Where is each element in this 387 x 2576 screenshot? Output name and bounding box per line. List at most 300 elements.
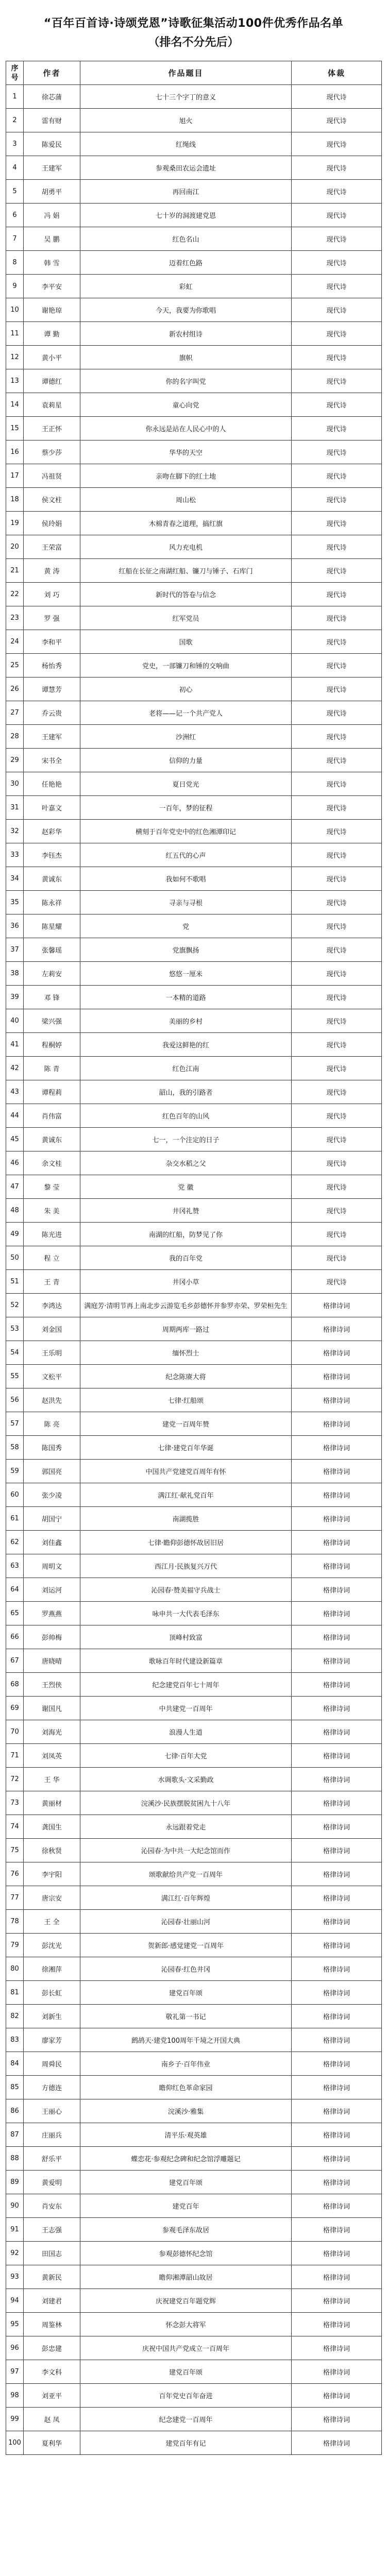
table-row [6, 512, 382, 535]
row-seq: 30 [6, 772, 24, 796]
row-seq: 94 [6, 2289, 24, 2313]
row-author: 周明文 [24, 1554, 80, 1578]
row-genre: 现代诗 [292, 843, 382, 867]
row-work: 南湖揽胜 [80, 1507, 292, 1531]
row-seq: 35 [6, 891, 24, 914]
row-work: 童心向党 [80, 393, 292, 417]
row-author: 罗 强 [24, 606, 80, 630]
row-genre: 格律诗词 [292, 1365, 382, 1388]
row-seq: 4 [6, 156, 24, 180]
table-row [6, 1981, 382, 2005]
row-genre: 现代诗 [292, 677, 382, 701]
row-seq: 98 [6, 2384, 24, 2408]
row-work: 新农村组诗 [80, 322, 292, 346]
row-genre: 现代诗 [292, 1270, 382, 1294]
row-work: 彩虹 [80, 275, 292, 298]
row-work: 再回南江 [80, 180, 292, 204]
row-seq: 72 [6, 1768, 24, 1791]
row-work: 杂交水稻之父 [80, 1151, 292, 1175]
row-genre: 现代诗 [292, 464, 382, 488]
row-work: 七一，一个注定的日子 [80, 1128, 292, 1151]
row-author: 肖伟富 [24, 1104, 80, 1128]
row-author: 文松平 [24, 1365, 80, 1388]
row-work: 井冈礼赞 [80, 1199, 292, 1223]
header-work: 作品题目 [80, 61, 292, 85]
row-author: 唐宗安 [24, 1886, 80, 1910]
table-row [6, 1791, 382, 1815]
row-genre: 现代诗 [292, 298, 382, 322]
row-author: 刘亚平 [24, 2384, 80, 2408]
row-author: 陈 青 [24, 1057, 80, 1080]
row-seq: 64 [6, 1578, 24, 1602]
row-seq: 55 [6, 1365, 24, 1388]
row-genre: 格律诗词 [292, 1886, 382, 1910]
row-work: 红船在长征之南湖红船、镰刀与锤子、石库门 [80, 559, 292, 583]
row-work: 怀念彭大将军 [80, 2313, 292, 2336]
row-genre: 格律诗词 [292, 1625, 382, 1649]
table-row [6, 559, 382, 583]
row-genre: 现代诗 [292, 891, 382, 914]
table-row [6, 322, 382, 346]
row-genre: 格律诗词 [292, 1768, 382, 1791]
row-genre: 现代诗 [292, 1009, 382, 1033]
table-row [6, 1910, 382, 1934]
row-genre: 现代诗 [292, 1175, 382, 1199]
row-work: 建党百年有记 [80, 2431, 292, 2455]
row-work: 党旗飘扬 [80, 938, 292, 962]
row-author: 方德连 [24, 2076, 80, 2099]
row-seq: 28 [6, 725, 24, 749]
table-row [6, 1199, 382, 1223]
row-author: 郭国亮 [24, 1460, 80, 1483]
row-work: 沙洲红 [80, 725, 292, 749]
row-genre: 现代诗 [292, 180, 382, 204]
row-seq: 90 [6, 2194, 24, 2218]
table-row [6, 2313, 382, 2336]
table-row [6, 204, 382, 227]
row-seq: 49 [6, 1223, 24, 1246]
row-genre: 格律诗词 [292, 1412, 382, 1436]
row-work: 红色百年的山风 [80, 1104, 292, 1128]
row-genre: 现代诗 [292, 275, 382, 298]
row-seq: 85 [6, 2076, 24, 2099]
row-genre: 格律诗词 [292, 1507, 382, 1531]
row-genre: 现代诗 [292, 109, 382, 132]
row-genre: 现代诗 [292, 346, 382, 369]
row-genre: 现代诗 [292, 559, 382, 583]
row-author: 王 全 [24, 1910, 80, 1934]
row-work: 参观毛泽东故居 [80, 2218, 292, 2242]
row-author: 余文桂 [24, 1151, 80, 1175]
row-work: 清平乐·观英雄 [80, 2123, 292, 2147]
row-work: 建党百年颂 [80, 2360, 292, 2384]
row-genre: 格律诗词 [292, 2289, 382, 2313]
row-author: 韩 雪 [24, 251, 80, 275]
table-row [6, 962, 382, 986]
table-row [6, 1507, 382, 1531]
row-work: 七律·红船颂 [80, 1388, 292, 1412]
row-seq: 61 [6, 1507, 24, 1531]
row-work: 风力充电机 [80, 535, 292, 559]
row-work: 沁园春·赞美福守兵战士 [80, 1578, 292, 1602]
row-genre: 现代诗 [292, 606, 382, 630]
row-genre: 格律诗词 [292, 1602, 382, 1625]
row-genre: 现代诗 [292, 85, 382, 109]
row-seq: 12 [6, 346, 24, 369]
row-genre: 格律诗词 [292, 1839, 382, 1862]
table-row [6, 2028, 382, 2052]
row-work: 参观彭德怀纪念馆 [80, 2242, 292, 2265]
row-work: 永远跟着党走 [80, 1815, 292, 1839]
row-seq: 27 [6, 701, 24, 725]
row-work: 南乡子·百年伟业 [80, 2052, 292, 2076]
row-seq: 67 [6, 1649, 24, 1673]
row-author: 王烈侠 [24, 1673, 80, 1697]
table-row [6, 535, 382, 559]
row-author: 张少凌 [24, 1483, 80, 1507]
row-genre: 现代诗 [292, 654, 382, 677]
table-row [6, 891, 382, 914]
row-seq: 34 [6, 867, 24, 891]
table-row [6, 1697, 382, 1720]
table-row [6, 749, 382, 772]
row-work: 鹧鸪天·建党100周年千境之开国大典 [80, 2028, 292, 2052]
table-row [6, 701, 382, 725]
row-author: 赵 凤 [24, 2408, 80, 2431]
row-seq: 45 [6, 1128, 24, 1151]
row-seq: 65 [6, 1602, 24, 1625]
row-genre: 格律诗词 [292, 2265, 382, 2289]
table-row [6, 1057, 382, 1080]
table-row [6, 1436, 382, 1460]
row-seq: 100 [6, 2431, 24, 2455]
table-row [6, 2005, 382, 2028]
table-row [6, 1744, 382, 1768]
row-seq: 56 [6, 1388, 24, 1412]
row-seq: 37 [6, 938, 24, 962]
row-seq: 6 [6, 204, 24, 227]
row-seq: 21 [6, 559, 24, 583]
row-work: 红五代的心声 [80, 843, 292, 867]
row-author: 彭沈光 [24, 1934, 80, 1957]
row-genre: 现代诗 [292, 1128, 382, 1151]
row-seq: 77 [6, 1886, 24, 1910]
row-seq: 58 [6, 1436, 24, 1460]
table-row [6, 2099, 382, 2123]
table-row [6, 2194, 382, 2218]
row-work: 贺新郎·感觉建党一百周年 [80, 1934, 292, 1957]
row-author: 袁莉星 [24, 393, 80, 417]
row-work: 今天，我要为你歌唱 [80, 298, 292, 322]
document-subtitle: （排名不分先后） [148, 36, 239, 49]
row-seq: 22 [6, 583, 24, 606]
table-row [6, 1460, 382, 1483]
row-work: 建党百年颂 [80, 2171, 292, 2194]
row-genre: 格律诗词 [292, 2123, 382, 2147]
table-row [6, 1412, 382, 1436]
header-genre: 体裁 [292, 61, 382, 85]
row-seq: 78 [6, 1910, 24, 1934]
row-work: 顶峰村致富 [80, 1625, 292, 1649]
table-row [6, 677, 382, 701]
winners-table [6, 61, 382, 2455]
table-row [6, 1673, 382, 1697]
table-row [6, 2360, 382, 2384]
row-genre: 格律诗词 [292, 1697, 382, 1720]
row-seq: 68 [6, 1673, 24, 1697]
row-seq: 50 [6, 1246, 24, 1270]
row-author: 谢国凡 [24, 1697, 80, 1720]
row-genre: 现代诗 [292, 227, 382, 251]
table-row [6, 2431, 382, 2455]
row-work: 周山松 [80, 488, 292, 512]
row-genre: 现代诗 [292, 251, 382, 275]
row-genre: 格律诗词 [292, 1649, 382, 1673]
row-seq: 39 [6, 986, 24, 1009]
row-author: 朱 美 [24, 1199, 80, 1223]
row-genre: 现代诗 [292, 1104, 382, 1128]
table-header-row [6, 61, 382, 85]
row-seq: 38 [6, 962, 24, 986]
table-row [6, 1886, 382, 1910]
row-work: 沁园春·为中共一大纪念馆而作 [80, 1839, 292, 1862]
row-work: 韶山，我的引路者 [80, 1080, 292, 1104]
table-row [6, 796, 382, 820]
row-genre: 现代诗 [292, 393, 382, 417]
table-row [6, 156, 382, 180]
row-genre: 格律诗词 [292, 1744, 382, 1768]
table-row [6, 2147, 382, 2171]
table-row [6, 2218, 382, 2242]
row-seq: 19 [6, 512, 24, 535]
row-work: 蝶恋花·参观纪念碑和纪念馆浮雕题记 [80, 2147, 292, 2171]
table-row [6, 251, 382, 275]
row-work: 七律·瞻仰彭德怀故居旧居 [80, 1531, 292, 1554]
table-row [6, 1388, 382, 1412]
row-work: 我爱这鲜艳的红 [80, 1033, 292, 1057]
table-row [6, 1033, 382, 1057]
row-genre: 格律诗词 [292, 2336, 382, 2360]
row-work: 七十三个字丁的意义 [80, 85, 292, 109]
row-author: 王建军 [24, 725, 80, 749]
row-work: 寻亲与寻根 [80, 891, 292, 914]
row-author: 黄 涛 [24, 559, 80, 583]
row-seq: 62 [6, 1531, 24, 1554]
table-row [6, 1625, 382, 1649]
row-work: 满庭芳·清明节再上南北步云游览毛乡彭德怀并参罗亦荣、罗荣桓先生 [80, 1294, 292, 1317]
row-seq: 81 [6, 1981, 24, 2005]
row-work: 初心 [80, 677, 292, 701]
row-author: 黄新民 [24, 2265, 80, 2289]
row-genre: 格律诗词 [292, 2005, 382, 2028]
table-row [6, 1934, 382, 1957]
row-seq: 73 [6, 1791, 24, 1815]
table-row [6, 2123, 382, 2147]
row-author: 谭程莉 [24, 1080, 80, 1104]
row-author: 罗燕燕 [24, 1602, 80, 1625]
row-genre: 格律诗词 [292, 1531, 382, 1554]
row-genre: 格律诗词 [292, 2408, 382, 2431]
row-author: 徐湘萍 [24, 1957, 80, 1981]
row-work: 你永远是站在人民心中的人 [80, 417, 292, 440]
row-genre: 现代诗 [292, 1246, 382, 1270]
row-author: 左莉安 [24, 962, 80, 986]
row-genre: 现代诗 [292, 1223, 382, 1246]
row-work: 国歌 [80, 630, 292, 654]
table-row [6, 1768, 382, 1791]
row-work: 水调歌头·文采勤政 [80, 1768, 292, 1791]
table-row [6, 85, 382, 109]
row-genre: 现代诗 [292, 796, 382, 820]
row-genre: 现代诗 [292, 630, 382, 654]
row-author: 彭忠建 [24, 2336, 80, 2360]
row-author: 王乐明 [24, 1341, 80, 1365]
row-work: 瞻仰湘潭韶山故居 [80, 2265, 292, 2289]
table-row [6, 1009, 382, 1033]
table-row [6, 346, 382, 369]
row-work: 红色江南 [80, 1057, 292, 1080]
row-author: 周鉴林 [24, 2313, 80, 2336]
row-author: 叶嘉文 [24, 796, 80, 820]
table-row [6, 2336, 382, 2360]
row-genre: 格律诗词 [292, 2076, 382, 2099]
row-author: 陈光进 [24, 1223, 80, 1246]
row-genre: 现代诗 [292, 440, 382, 464]
row-work: 夏日党光 [80, 772, 292, 796]
row-seq: 93 [6, 2265, 24, 2289]
row-seq: 15 [6, 417, 24, 440]
row-author: 李和平 [24, 630, 80, 654]
table-row [6, 843, 382, 867]
row-seq: 25 [6, 654, 24, 677]
row-author: 黄爱明 [24, 2171, 80, 2194]
row-genre: 现代诗 [292, 322, 382, 346]
row-author: 谢艳琼 [24, 298, 80, 322]
row-genre: 现代诗 [292, 701, 382, 725]
row-genre: 现代诗 [292, 156, 382, 180]
row-genre: 格律诗词 [292, 2431, 382, 2455]
row-seq: 69 [6, 1697, 24, 1720]
row-seq: 43 [6, 1080, 24, 1104]
row-seq: 29 [6, 749, 24, 772]
row-author: 徐芯蒲 [24, 85, 80, 109]
row-seq: 42 [6, 1057, 24, 1080]
table-row [6, 654, 382, 677]
row-genre: 现代诗 [292, 1033, 382, 1057]
row-genre: 格律诗词 [292, 2028, 382, 2052]
table-row [6, 132, 382, 156]
table-row [6, 1578, 382, 1602]
row-work: 西江月·民族复兴万代 [80, 1554, 292, 1578]
row-seq: 46 [6, 1151, 24, 1175]
row-work: 建党百年 [80, 2194, 292, 2218]
row-seq: 95 [6, 2313, 24, 2336]
table-row [6, 725, 382, 749]
row-author: 赵彩华 [24, 820, 80, 843]
row-author: 谭德红 [24, 369, 80, 393]
table-row [6, 1128, 382, 1151]
table-row [6, 986, 382, 1009]
row-seq: 5 [6, 180, 24, 204]
row-author: 雷有财 [24, 109, 80, 132]
row-work: 迈着红色路 [80, 251, 292, 275]
row-seq: 26 [6, 677, 24, 701]
row-seq: 82 [6, 2005, 24, 2028]
table-row [6, 2289, 382, 2313]
row-genre: 现代诗 [292, 749, 382, 772]
table-row [6, 227, 382, 251]
row-author: 张馨瑶 [24, 938, 80, 962]
row-author: 王建军 [24, 156, 80, 180]
row-work: 咏申共一大代表毛泽东 [80, 1602, 292, 1625]
row-seq: 74 [6, 1815, 24, 1839]
row-author: 谭 勤 [24, 322, 80, 346]
row-seq: 88 [6, 2147, 24, 2171]
row-genre: 格律诗词 [292, 2360, 382, 2384]
row-work: 浣溪沙·雅集 [80, 2099, 292, 2123]
row-seq: 41 [6, 1033, 24, 1057]
row-seq: 24 [6, 630, 24, 654]
row-genre: 现代诗 [292, 369, 382, 393]
row-seq: 97 [6, 2360, 24, 2384]
row-seq: 84 [6, 2052, 24, 2076]
row-author: 胡勇平 [24, 180, 80, 204]
row-genre: 现代诗 [292, 820, 382, 843]
row-work: 横刻于百年党史中的红色湘潭印记 [80, 820, 292, 843]
row-work: 浣溪沙·民族摆脱贫困九十八年 [80, 1791, 292, 1815]
row-work: 一本精的道路 [80, 986, 292, 1009]
row-genre: 格律诗词 [292, 1673, 382, 1697]
document-title: “百年百首诗·诗颂党恩”诗歌征集活动100件优秀作品名单 [43, 17, 344, 30]
row-author: 王 青 [24, 1270, 80, 1294]
row-author: 唐晓晴 [24, 1649, 80, 1673]
row-author: 陈星耀 [24, 914, 80, 938]
row-author: 刘新生 [24, 2005, 80, 2028]
row-author: 乔云贵 [24, 701, 80, 725]
row-work: 我如何不歌唱 [80, 867, 292, 891]
table-row [6, 914, 382, 938]
row-seq: 89 [6, 2171, 24, 2194]
row-seq: 57 [6, 1412, 24, 1436]
row-seq: 71 [6, 1744, 24, 1768]
row-author: 杨怡秀 [24, 654, 80, 677]
row-work: 七律·建党百年华诞 [80, 1436, 292, 1460]
row-genre: 现代诗 [292, 583, 382, 606]
table-row [6, 2384, 382, 2408]
row-work: 纪念建党一百周年 [80, 2408, 292, 2431]
row-seq: 52 [6, 1294, 24, 1317]
row-work: 缅怀烈士 [80, 1341, 292, 1365]
table-row [6, 1815, 382, 1839]
row-author: 陈爱民 [24, 132, 80, 156]
row-genre: 现代诗 [292, 1199, 382, 1223]
table-row [6, 2171, 382, 2194]
row-genre: 格律诗词 [292, 1341, 382, 1365]
table-row [6, 1531, 382, 1554]
row-seq: 8 [6, 251, 24, 275]
row-seq: 3 [6, 132, 24, 156]
table-row [6, 109, 382, 132]
table-row [6, 1862, 382, 1886]
row-work: 红军党员 [80, 606, 292, 630]
row-work: 中国共产党建党百周年有怀 [80, 1460, 292, 1483]
table-row [6, 1720, 382, 1744]
row-genre: 格律诗词 [292, 1388, 382, 1412]
row-author: 徐秋贤 [24, 1839, 80, 1862]
row-genre: 现代诗 [292, 204, 382, 227]
row-author: 冯祖贤 [24, 464, 80, 488]
row-work: 木棉青春之道理，搞红旗 [80, 512, 292, 535]
